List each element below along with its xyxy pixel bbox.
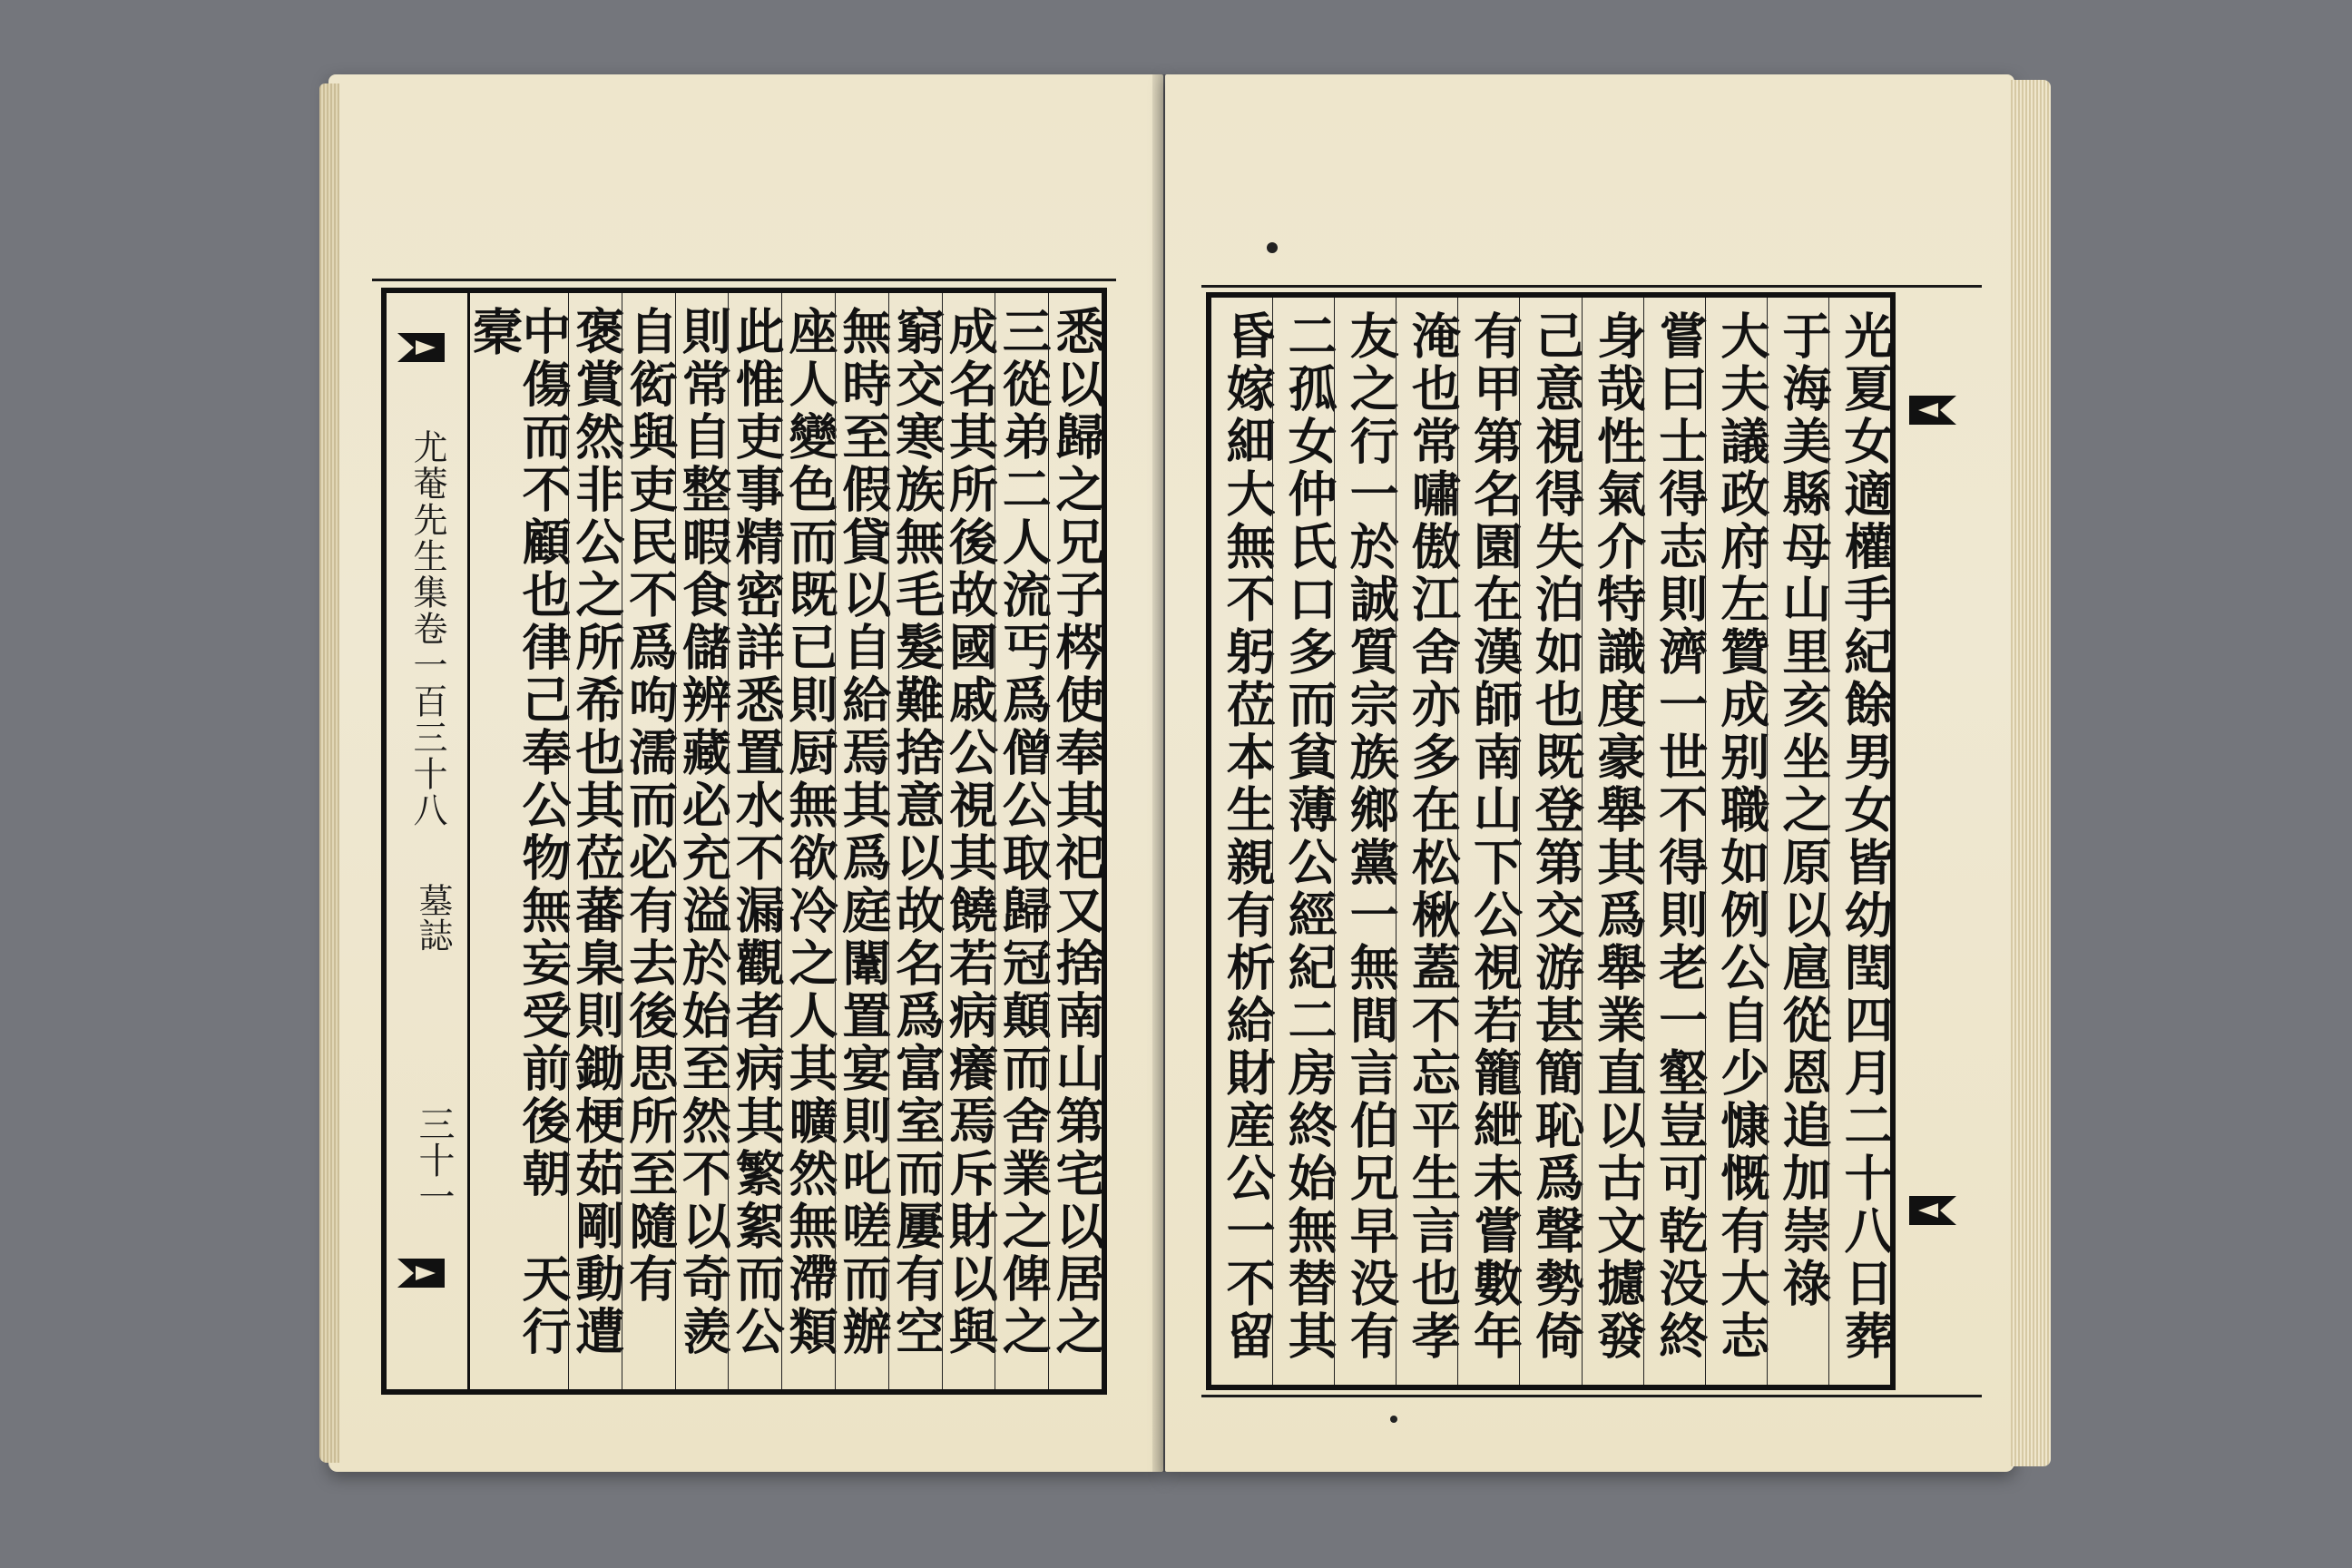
left-text-frame	[381, 288, 1107, 1395]
top-rule	[372, 279, 1116, 281]
text-column: 身哉性氣介特識度豪舉其爲舉業直以古文攄發	[1582, 298, 1643, 1385]
text-column: 昏嫁細大無不躬莅本生親有析給財産公一不留	[1219, 310, 1278, 1363]
text-column: 則常自整暇食儲辨藏必充溢於始至然不以奇羨	[675, 293, 729, 1389]
top-rule	[1201, 285, 1982, 288]
text-column: 淹也常嘯傲江舍亦多在松楸蓋不忘平生言也孝	[1396, 298, 1457, 1385]
bottom-rule	[1201, 1395, 1982, 1397]
open-book	[328, 74, 2014, 1472]
text-column: 成名其所後故國戚公視其饒若病癢焉斥財以與	[942, 293, 995, 1389]
text-column: 座人變色而既已則厨無欲冷之人其曠然無滯類	[781, 293, 835, 1389]
text-column: 中傷而不顧也律己奉公物無妄受前後朝 天行槖	[466, 306, 573, 1358]
text-column: 窮交寒族無毛髮難捨意以故名爲富室而屢有空	[888, 293, 942, 1389]
text-column: 此惟吏事精密詳悉置水不漏觀者病其繁絮而公	[728, 293, 781, 1389]
text-column: 嘗曰士得志則濟一世不得則老一壑豈可乾没終	[1643, 298, 1705, 1385]
fish-tail-mark-icon	[1907, 1192, 1958, 1229]
fish-tail-mark-icon	[396, 329, 446, 366]
page-number: 三十一	[413, 1105, 455, 1214]
text-column: 于海美縣母山里亥坐之原以扈從恩追加崇祿	[1767, 298, 1828, 1385]
center-margin-column	[387, 293, 470, 1389]
text-column: 二孤女仲氏口多而貧薄公經紀二房終始無替其	[1272, 298, 1334, 1385]
text-column: 己意視得失泊如也既登第交游甚簡恥爲聲勢倚	[1519, 298, 1581, 1385]
page-edge-left	[319, 83, 339, 1463]
fish-tail-mark-icon	[1907, 392, 1958, 428]
text-column: 悉以歸之兄子梣使奉其祀又捨南山第宅以居之	[1048, 293, 1102, 1389]
ink-spot	[1390, 1416, 1397, 1423]
running-title: 尤菴先生集卷一百三十八	[407, 429, 447, 828]
text-column: 有甲第名園在漢師南山下公視若籠紲未嘗數年	[1457, 298, 1519, 1385]
section-label: 墓誌	[413, 883, 453, 952]
left-page	[328, 74, 1163, 1472]
text-column: 無時至假貸以自給焉其爲庭闈置宴則叱嗟而辦	[835, 293, 888, 1389]
text-column: 大夫議政府左贊成别職如例公自少慷慨有大志	[1705, 298, 1767, 1385]
fish-tail-mark-icon	[396, 1255, 446, 1291]
text-column: 友之行一於誠質宗族鄉黨一無間言伯兄早没有	[1334, 298, 1396, 1385]
left-text-columns	[466, 293, 1106, 1389]
right-page	[1165, 74, 2014, 1472]
text-column: 自衒與吏民不爲呴濡而必有去後思所至隨有	[622, 293, 675, 1389]
page-edge-right	[2011, 80, 2051, 1466]
right-text-columns	[1211, 298, 1895, 1385]
right-text-frame	[1206, 292, 1896, 1390]
ink-spot	[1267, 242, 1278, 253]
text-column: 褒賞然非公之所希也其莅蕃臬則鋤梗茹剛動遭	[568, 293, 622, 1389]
text-column: 光夏女適權手紀餘男女皆幼閏四月二十八日葬	[1828, 298, 1890, 1385]
text-column: 三從弟二人流丐爲僧公取歸冠顛而舍業之俾之	[995, 293, 1048, 1389]
